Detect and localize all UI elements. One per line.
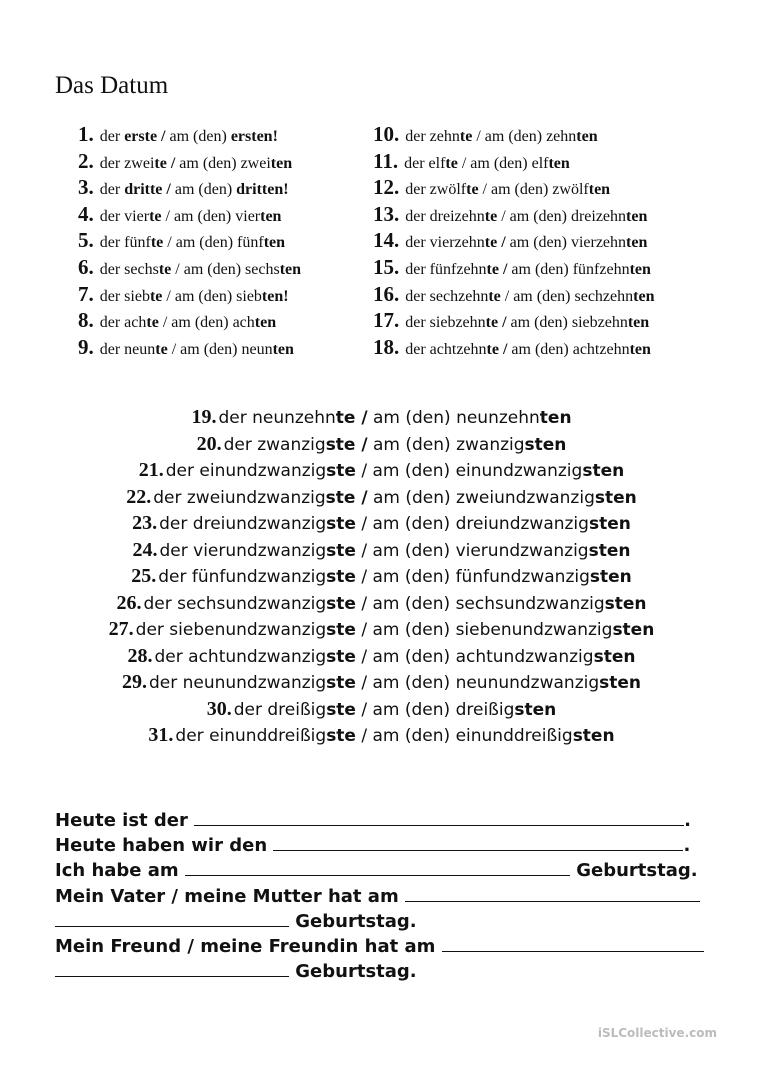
ordinal-text: / am (den) dreizehn <box>497 207 627 225</box>
ordinal-ending: ten <box>626 234 648 252</box>
ordinal-text: der neun <box>99 340 156 358</box>
answer-blank[interactable] <box>405 884 700 902</box>
ordinal-ending: ten <box>254 314 277 332</box>
exercise-label: Ich habe am <box>55 860 179 882</box>
ordinal-ending: te <box>466 181 479 199</box>
ordinal-number: 22. <box>126 485 152 508</box>
ordinal-ending: ste / <box>325 487 368 508</box>
ordinal-ending: te <box>158 260 172 278</box>
birthday-suffix: Geburtstag. <box>576 860 698 882</box>
exercise-line-parent-birthday <box>55 884 704 909</box>
ordinal-row <box>373 281 654 308</box>
ordinal-ending: te <box>488 287 501 305</box>
ordinal-text: / am (den) neunundzwanzig <box>355 673 600 693</box>
ordinal-number: 18. <box>373 334 400 359</box>
birthday-suffix: Geburtstag. <box>295 910 417 932</box>
ordinal-number: 31. <box>148 724 174 746</box>
ordinal-number: 15. <box>373 254 400 279</box>
ordinal-ending: te <box>146 314 159 332</box>
ordinal-number: 9. <box>78 334 94 359</box>
ordinal-ending: ten <box>629 340 651 358</box>
ordinal-ending: ten <box>627 314 650 332</box>
ordinal-number: 30. <box>206 697 232 720</box>
ordinal-number: 3. <box>78 175 94 200</box>
ordinal-ending: te <box>155 340 168 358</box>
ordinal-number: 1. <box>78 122 94 146</box>
page-title: Das Datum <box>55 72 169 99</box>
period: . <box>683 835 691 857</box>
ordinal-row <box>373 227 654 254</box>
ordinal-number: 16. <box>373 281 400 306</box>
ordinal-text: der achtundzwanzig <box>154 646 327 667</box>
ordinal-ending: te / <box>485 314 507 332</box>
ordinal-text: / am (den) sechs <box>171 260 280 278</box>
ordinal-text: am (den) siebzehn <box>506 314 628 332</box>
ordinal-text: / am (den) ach <box>158 314 255 332</box>
ordinal-ending: ten <box>263 234 286 252</box>
ordinal-ending: sten <box>612 620 655 640</box>
ordinal-text: der elf <box>404 154 446 172</box>
ordinal-text: der fünfzehn <box>405 260 487 278</box>
ordinal-number: 24. <box>132 538 158 561</box>
ordinal-ending: te <box>459 128 473 145</box>
ordinal-number: 20. <box>196 432 222 455</box>
ordinal-number: 7. <box>78 281 94 306</box>
ordinal-text: der zwölf <box>405 181 467 199</box>
watermark: iSLCollective.com <box>597 1026 717 1040</box>
exercise-line-friend-birthday-cont <box>55 959 704 984</box>
ordinal-ending: sten <box>594 487 637 508</box>
ordinal-ending: ten <box>272 340 294 358</box>
ordinal-text: der dreiundzwanzig <box>159 514 327 534</box>
ordinal-row <box>78 201 301 228</box>
ordinal-row <box>0 431 763 458</box>
period: . <box>684 810 692 831</box>
ordinal-text: / am (den) dreiundzwanzig <box>355 514 589 534</box>
ordinal-number: 25. <box>131 565 157 587</box>
ordinal-text: / am (den) vierundzwanzig <box>355 540 589 561</box>
ordinal-text: der zehn <box>405 128 460 145</box>
ordinal-ending: sten <box>582 461 625 481</box>
ordinal-ending: ten! <box>261 287 289 305</box>
ordinal-row <box>373 148 654 175</box>
ordinal-ending: te <box>445 154 458 172</box>
ordinal-ending: ste <box>326 726 356 746</box>
ordinal-text: / am (den) einunddreißig <box>355 726 573 746</box>
ordinal-row <box>78 307 301 334</box>
ordinal-text: / am (den) fünf <box>163 234 264 252</box>
ordinal-number: 10. <box>373 122 400 146</box>
ordinal-text: / am (den) neun <box>167 340 273 358</box>
exercise-section <box>55 808 704 984</box>
answer-blank[interactable] <box>55 909 289 927</box>
ordinal-row <box>78 227 301 254</box>
ordinal-ending: te / <box>486 260 508 278</box>
ordinal-row <box>0 643 763 670</box>
ordinal-number: 11. <box>373 148 399 173</box>
ordinal-text: / am (den) elf <box>457 154 549 172</box>
ordinal-text: der einundzwanzig <box>165 461 327 481</box>
ordinal-text: der fünfundzwanzig <box>158 567 327 587</box>
ordinal-text: am (den) <box>165 128 231 145</box>
ordinal-text: / am (den) zwölf <box>478 181 589 199</box>
ordinals-column-right <box>373 121 654 360</box>
ordinal-row <box>78 148 301 175</box>
answer-blank[interactable] <box>273 833 683 851</box>
ordinal-number: 26. <box>116 591 142 614</box>
ordinal-text: der dreißig <box>233 699 327 720</box>
ordinal-ending: sten <box>514 699 557 720</box>
ordinal-text: / am (den) fünfundzwanzig <box>355 567 590 587</box>
ordinal-text: der <box>99 128 125 145</box>
ordinal-row <box>373 307 654 334</box>
ordinal-ending: sten <box>588 540 631 561</box>
answer-blank[interactable] <box>442 934 704 952</box>
ordinal-text: am (den) <box>170 181 237 199</box>
ordinal-number: 14. <box>373 228 400 253</box>
ordinal-number: 29. <box>121 671 147 693</box>
ordinal-ending: ten <box>539 408 572 428</box>
ordinal-ending: sten <box>524 434 567 455</box>
ordinal-text: der sechsundzwanzig <box>143 593 327 614</box>
ordinal-ending: te <box>484 207 498 225</box>
ordinal-text: der einunddreißig <box>175 726 327 746</box>
ordinal-row <box>0 537 763 564</box>
ordinal-number: 4. <box>78 201 94 226</box>
ordinal-ending: te <box>149 207 162 225</box>
ordinal-text: / am (den) siebenundzwanzig <box>355 620 613 640</box>
ordinal-row <box>0 563 763 590</box>
ordinal-text: der vier <box>99 207 150 225</box>
ordinal-ending: dritte / <box>124 181 171 199</box>
ordinal-text: / am (den) sechsundzwanzig <box>355 593 605 614</box>
exercise-line-parent-birthday-cont <box>55 909 704 934</box>
ordinal-ending: ten <box>260 207 282 225</box>
ordinal-ending: erste / <box>124 128 166 145</box>
ordinal-text: der zweiundzwanzig <box>153 487 326 508</box>
exercise-line-my-birthday <box>55 858 704 883</box>
ordinal-text: der dreizehn <box>405 207 485 225</box>
exercise-label: Mein Freund / meine Freundin hat am <box>55 935 436 957</box>
ordinal-ending: te <box>149 287 163 305</box>
ordinal-text: der zwanzig <box>223 434 326 455</box>
ordinal-row <box>0 616 763 643</box>
ordinal-text: der neunundzwanzig <box>148 673 327 693</box>
ordinal-row <box>78 174 301 201</box>
ordinal-row <box>0 510 763 537</box>
ordinal-text: der sieb <box>99 287 150 305</box>
ordinal-number: 17. <box>373 308 400 333</box>
ordinal-text: der sechzehn <box>405 287 489 305</box>
ordinal-ending: dritten! <box>236 181 289 199</box>
ordinal-row <box>0 457 763 484</box>
ordinal-text: der vierundzwanzig <box>159 540 327 561</box>
exercise-label: Heute haben wir den <box>55 835 268 857</box>
ordinal-text: / am (den) einundzwanzig <box>355 461 583 481</box>
ordinal-ending: ste <box>326 620 356 640</box>
ordinal-ending: ten <box>626 207 648 225</box>
ordinal-ending: sten <box>604 593 647 614</box>
ordinal-text: der siebenundzwanzig <box>135 620 327 640</box>
ordinal-row <box>0 669 763 696</box>
ordinal-number: 12. <box>373 175 400 200</box>
ordinal-ending: ste <box>326 673 356 693</box>
ordinal-text: am (den) achtzehn <box>507 340 630 358</box>
ordinal-ending: ersten! <box>230 128 278 145</box>
ordinals-list-lower <box>0 404 763 749</box>
ordinal-ending: ste <box>326 567 356 587</box>
ordinal-number: 2. <box>78 148 94 173</box>
ordinal-text: der achtzehn <box>405 340 487 358</box>
ordinal-number: 6. <box>78 254 94 279</box>
ordinal-ending: ten <box>576 128 598 145</box>
ordinal-ending: ten <box>588 181 611 199</box>
ordinal-row <box>373 254 654 281</box>
ordinal-text: am (den) vierzehn <box>505 234 627 252</box>
ordinals-column-left <box>78 121 301 360</box>
ordinal-ending: te <box>150 234 164 252</box>
ordinal-ending: ste <box>326 514 356 534</box>
ordinal-text: / am (den) achtundzwanzig <box>355 646 594 667</box>
ordinal-row <box>373 334 654 361</box>
ordinal-row <box>373 174 654 201</box>
ordinal-text: / am (den) sieb <box>162 287 262 305</box>
ordinal-row <box>78 334 301 361</box>
ordinal-text: der vierzehn <box>405 234 485 252</box>
ordinal-ending: ste <box>326 699 356 720</box>
ordinal-text: / am (den) zehn <box>472 128 577 145</box>
exercise-line-today-date <box>55 833 704 858</box>
ordinal-row <box>0 722 763 749</box>
ordinal-row <box>373 121 654 148</box>
exercise-label: Heute ist der <box>55 810 188 831</box>
ordinal-ending: ste <box>326 646 356 667</box>
ordinal-ending: ten <box>270 154 293 172</box>
ordinal-row <box>0 484 763 511</box>
ordinal-text: der <box>99 181 125 199</box>
ordinal-number: 23. <box>132 512 158 534</box>
ordinal-text: am (den) zwei <box>175 154 271 172</box>
ordinal-number: 27. <box>108 618 134 640</box>
ordinal-text: der fünf <box>99 234 151 252</box>
ordinal-ending: sten <box>599 673 642 693</box>
ordinal-ending: ste <box>326 540 356 561</box>
exercise-line-today <box>55 808 704 833</box>
ordinal-row <box>373 201 654 228</box>
ordinal-ending: ste <box>326 593 356 614</box>
ordinal-row <box>78 121 301 148</box>
ordinal-number: 5. <box>78 228 94 253</box>
ordinal-number: 21. <box>138 459 164 481</box>
ordinal-ending: ten <box>548 154 570 172</box>
ordinal-row <box>78 254 301 281</box>
ordinal-text: am (den) neunzehn <box>367 408 540 428</box>
ordinal-ending: ten <box>629 260 651 278</box>
ordinal-text: der ach <box>99 314 147 332</box>
ordinal-row <box>0 404 763 431</box>
ordinal-text: / am (den) dreißig <box>355 699 515 720</box>
ordinal-number: 19. <box>191 406 217 428</box>
ordinal-number: 28. <box>127 644 153 667</box>
ordinal-ending: ste / <box>325 434 368 455</box>
ordinal-text: der zwei <box>99 154 155 172</box>
ordinal-ending: sten <box>588 514 631 534</box>
ordinal-text: am (den) zweiundzwanzig <box>367 487 595 508</box>
exercise-line-friend-birthday <box>55 934 704 959</box>
ordinal-text: am (den) zwanzig <box>367 434 525 455</box>
birthday-suffix: Geburtstag. <box>295 961 417 983</box>
ordinal-ending: ten <box>633 287 655 305</box>
answer-blank[interactable] <box>185 858 570 876</box>
ordinal-row <box>0 590 763 617</box>
ordinal-text: am (den) fünfzehn <box>507 260 630 278</box>
ordinal-row <box>78 281 301 308</box>
answer-blank[interactable] <box>194 808 684 826</box>
answer-blank[interactable] <box>55 959 289 977</box>
ordinal-number: 13. <box>373 201 400 226</box>
ordinal-ending: ten <box>279 260 302 278</box>
ordinal-row <box>0 696 763 723</box>
ordinal-text: / am (den) vier <box>161 207 261 225</box>
ordinal-ending: sten <box>572 726 615 746</box>
ordinal-text: / am (den) sechzehn <box>500 287 634 305</box>
ordinal-ending: te / <box>484 234 506 252</box>
ordinal-ending: te / <box>335 408 368 428</box>
ordinal-text: der siebzehn <box>405 314 486 332</box>
ordinal-text: der neunzehn <box>218 408 336 428</box>
ordinal-ending: te / <box>486 340 508 358</box>
ordinal-ending: te / <box>154 154 176 172</box>
ordinal-text: der sechs <box>99 260 159 278</box>
ordinal-ending: sten <box>589 567 632 587</box>
ordinal-number: 8. <box>78 308 94 333</box>
exercise-label: Mein Vater / meine Mutter hat am <box>55 885 399 907</box>
ordinal-ending: sten <box>593 646 636 667</box>
ordinal-ending: ste <box>326 461 356 481</box>
